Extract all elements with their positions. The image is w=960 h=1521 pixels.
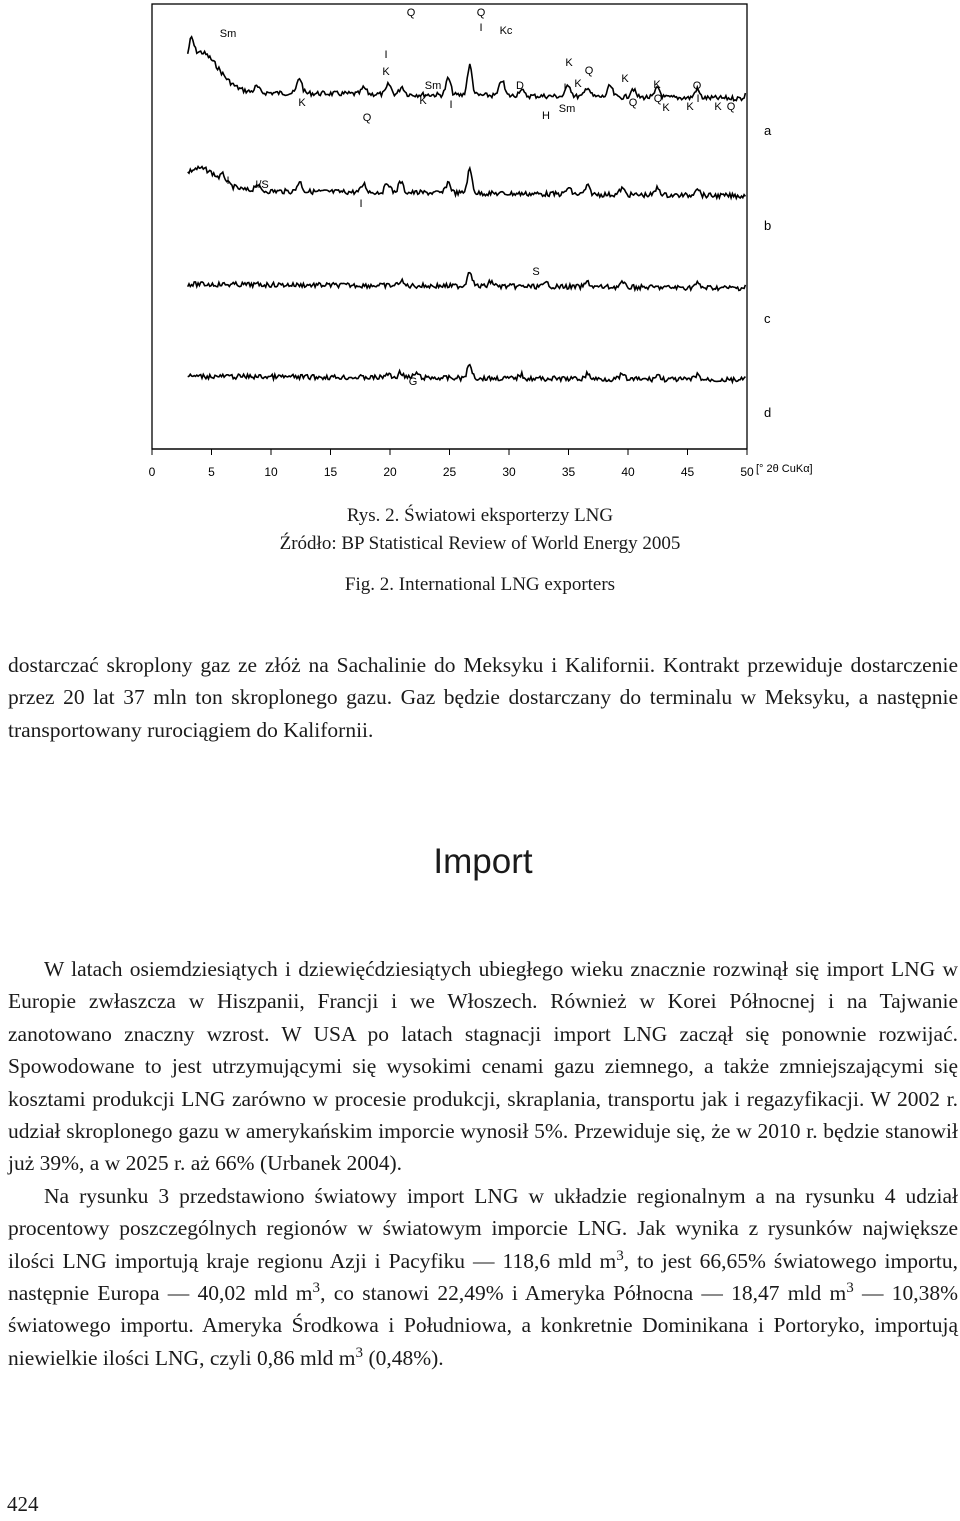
trace-label-b: b bbox=[764, 218, 772, 233]
peak-label: Q bbox=[584, 65, 594, 77]
superscript-3: 3 bbox=[846, 1279, 854, 1296]
page-number: 424 bbox=[7, 1492, 39, 1516]
superscript-3: 3 bbox=[312, 1279, 321, 1296]
x-tick-label: 0 bbox=[148, 465, 156, 479]
trace-labels bbox=[764, 123, 772, 420]
peak-label: Q bbox=[476, 7, 486, 19]
x-tick-label: 5 bbox=[208, 465, 215, 479]
peak-label: Q bbox=[653, 93, 663, 105]
peak-label: K bbox=[653, 79, 661, 91]
superscript-3: 3 bbox=[355, 1344, 364, 1361]
x-tick-label: 15 bbox=[323, 465, 338, 479]
peak-label: Q bbox=[362, 112, 372, 124]
peak-label: K bbox=[565, 57, 573, 69]
plot-frame bbox=[152, 4, 747, 449]
trace-label-d: d bbox=[764, 405, 772, 420]
paragraph-2: W latach osiemdziesiątych i dziewięćdziesiątych ubiegłego wieku znacznie rozwinął się import LNG w Europie zwłaszcza w Hiszpanii, Francji i we Włoszech. Również w Korei Północnej i na Tajwanie zanotowano znaczny wzrost. W USA po latach stagnacji import LNG zaczął się ponownie rozwijać. Spowodowane to jest utrzymującymi się wysokimi cenami gazu ziemnego, a także zmniejszającymi się kosztami produkcji LNG zarówno w procesie produkcji, skraplania, transportu jak i regazyfikacji. W 2002 r. udział skroplonego gazu w amerykańskim imporcie wynosił 5%. Przewiduje się, że w 2010 r. będzie stanowił już 39%, a w 2025 r. aż 66% (Urbanek 2004). bbox=[8, 957, 958, 1176]
section-heading: Import bbox=[433, 842, 533, 881]
trace-label-a: a bbox=[764, 123, 772, 138]
peak-label: I bbox=[563, 82, 567, 94]
peak-label: I bbox=[449, 99, 453, 111]
peak-label: Q bbox=[406, 7, 416, 19]
peak-labels bbox=[220, 7, 736, 388]
xrd-trace-d bbox=[188, 365, 746, 382]
paragraph-3-part-2: , to jest 66,65% światowego importu, następnie Europa — 40,02 mld m bbox=[8, 1248, 958, 1306]
peak-label: Q bbox=[726, 101, 736, 113]
peak-label: D bbox=[516, 80, 524, 92]
peak-label: K bbox=[714, 101, 722, 113]
xrd-trace-b bbox=[188, 167, 746, 199]
x-ticks bbox=[149, 449, 754, 479]
x-tick-label: 50 bbox=[740, 465, 754, 479]
paragraph-continued bbox=[8, 649, 958, 746]
x-tick-label: 45 bbox=[680, 465, 695, 479]
peak-label: K bbox=[686, 101, 694, 113]
paragraph-3-part-4: — 10,38% światowego importu. Ameryka Środkowa i Południowa, a konkretnie Dominikana i Portoryko, importują niewielkie ilości LNG, czyli 0,86 mld m bbox=[8, 1281, 958, 1370]
peak-label: I bbox=[359, 198, 363, 210]
peak-label: Q bbox=[628, 97, 638, 109]
xrd-trace-c bbox=[188, 273, 746, 291]
peak-label: Sm bbox=[558, 103, 576, 115]
x-tick-label: 20 bbox=[383, 465, 397, 479]
peak-label: I bbox=[384, 49, 388, 61]
peak-label: G bbox=[408, 376, 418, 388]
paragraph-3 bbox=[8, 1180, 958, 1374]
peak-label: Sm bbox=[424, 80, 442, 92]
x-tick-label: 40 bbox=[621, 465, 635, 479]
x-tick-label: 25 bbox=[442, 465, 457, 479]
peak-label: K bbox=[382, 66, 390, 78]
x-tick-label: 35 bbox=[561, 465, 576, 479]
xrd-figure bbox=[0, 0, 960, 490]
figure-caption-pl: Rys. 2. Światowi eksporterzy LNG bbox=[346, 505, 614, 526]
peak-label: K bbox=[298, 97, 306, 109]
xrd-trace-a bbox=[188, 37, 746, 101]
peak-label: Q bbox=[692, 80, 702, 92]
figure-source: Źródło: BP Statistical Review of World Energy 2005 bbox=[279, 533, 681, 554]
peak-label: Kc bbox=[499, 25, 513, 37]
peak-label: K bbox=[574, 78, 582, 90]
trace-label-c: c bbox=[764, 311, 771, 326]
section-body bbox=[8, 953, 958, 1374]
x-tick-label: 30 bbox=[502, 465, 516, 479]
peak-label: I bbox=[226, 175, 230, 187]
peak-label: K bbox=[621, 73, 629, 85]
xrd-traces bbox=[188, 37, 746, 382]
peak-label: I bbox=[479, 22, 483, 34]
paragraph-3-part-5: (0,48%). bbox=[363, 1345, 444, 1370]
peak-label: S bbox=[532, 266, 540, 278]
paragraph-1-text: dostarczać skroplony gaz ze złóż na Sachalinie do Meksyku i Kalifornii. Kontrakt przewiduje dostarczenie przez 20 lat 37 mln ton skroplonego gazu. Gaz będzie dostarczany do terminalu w Meksyku, a następnie transportowany rurociągiem do Kalifornii. bbox=[8, 653, 958, 742]
superscript-3: 3 bbox=[616, 1247, 624, 1264]
paragraph-3-part-1: Na rysunku 3 przedstawiono światowy import LNG w układzie regionalnym a na rysunku 4 udział procentowy poszczególnych regionów w światowym imporcie LNG. Jak wynika z rysunków największe ilości LNG importują kraje regionu Azji i Pacyfiku — 118,6 mld m bbox=[8, 1183, 958, 1273]
figure-caption-en: Fig. 2. International LNG exporters bbox=[344, 574, 616, 595]
peak-label: K bbox=[419, 95, 427, 107]
peak-label: H bbox=[542, 110, 550, 122]
x-tick-label: 10 bbox=[264, 465, 278, 479]
peak-label: Sm bbox=[219, 28, 237, 40]
peak-label: K bbox=[662, 102, 670, 114]
paragraph-3-part-3: , co stanowi 22,49% i Ameryka Północna — 18,47 mld m bbox=[320, 1281, 847, 1306]
peak-label: I bbox=[696, 93, 700, 105]
peak-label: I/S bbox=[255, 179, 269, 191]
axis-unit: [° 2θ CuKα] bbox=[756, 463, 813, 475]
